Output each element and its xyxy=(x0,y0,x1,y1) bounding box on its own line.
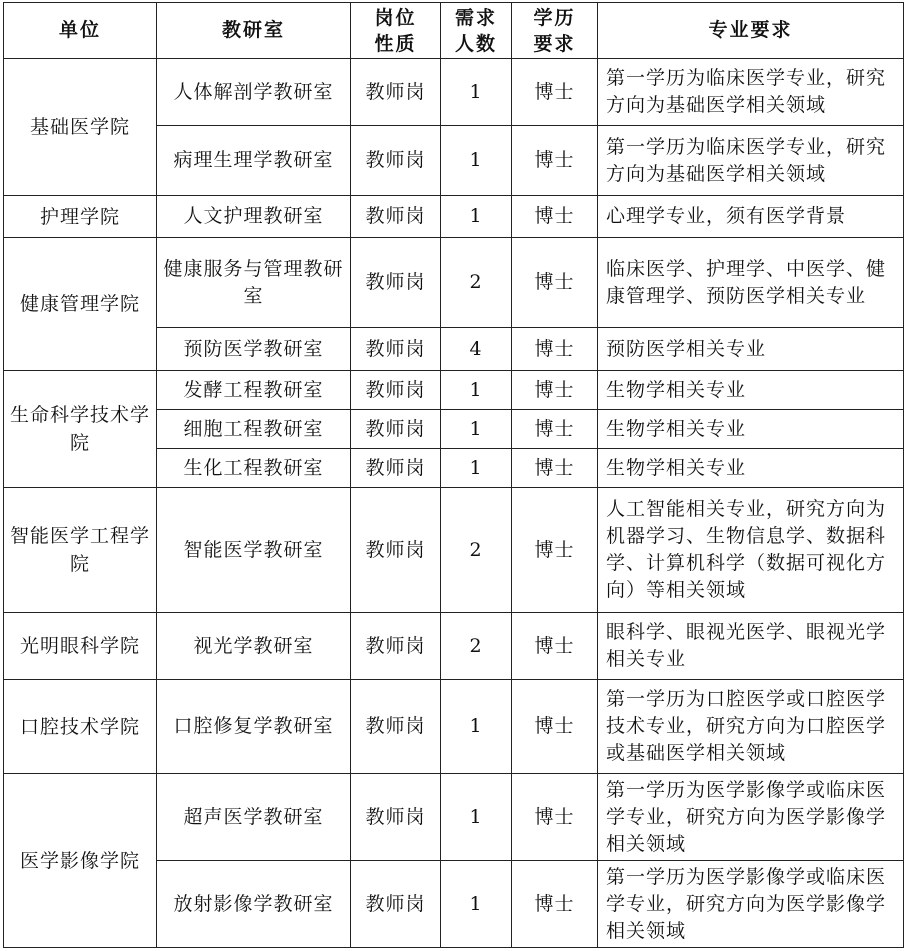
position-cell: 教师岗 xyxy=(351,680,441,774)
unit-cell: 智能医学工程学院 xyxy=(4,488,157,613)
count-cell: 1 xyxy=(441,59,512,126)
requirement-cell: 第一学历为口腔医学或口腔医学技术专业，研究方向为口腔医学或基础医学相关领域 xyxy=(598,680,904,774)
degree-cell: 博士 xyxy=(512,126,598,196)
degree-cell: 博士 xyxy=(512,371,598,410)
office-cell: 人文护理教研室 xyxy=(157,196,351,238)
count-cell: 1 xyxy=(441,680,512,774)
requirement-cell: 预防医学相关专业 xyxy=(598,328,904,371)
position-cell: 教师岗 xyxy=(351,371,441,410)
recruitment-table xyxy=(3,2,904,948)
office-cell: 健康服务与管理教研室 xyxy=(157,238,351,328)
degree-cell: 博士 xyxy=(512,238,598,328)
position-cell: 教师岗 xyxy=(351,861,441,948)
unit-cell: 健康管理学院 xyxy=(4,238,157,371)
table-row xyxy=(4,680,904,774)
office-cell: 视光学教研室 xyxy=(157,613,351,680)
office-cell: 发酵工程教研室 xyxy=(157,371,351,410)
requirement-cell: 第一学历为临床医学专业，研究方向为基础医学相关领域 xyxy=(598,126,904,196)
table-row xyxy=(4,613,904,680)
office-cell: 超声医学教研室 xyxy=(157,774,351,861)
degree-cell: 博士 xyxy=(512,449,598,488)
unit-cell: 基础医学院 xyxy=(4,59,157,196)
count-cell: 1 xyxy=(441,126,512,196)
table-row xyxy=(4,488,904,613)
position-cell: 教师岗 xyxy=(351,59,441,126)
office-cell: 预防医学教研室 xyxy=(157,328,351,371)
degree-cell: 博士 xyxy=(512,328,598,371)
office-cell: 智能医学教研室 xyxy=(157,488,351,613)
office-cell: 生化工程教研室 xyxy=(157,449,351,488)
count-cell: 1 xyxy=(441,196,512,238)
degree-cell: 博士 xyxy=(512,680,598,774)
degree-cell: 博士 xyxy=(512,774,598,861)
unit-cell: 生命科学技术学院 xyxy=(4,371,157,488)
office-cell: 人体解剖学教研室 xyxy=(157,59,351,126)
header-office: 教研室 xyxy=(157,3,351,59)
count-cell: 2 xyxy=(441,613,512,680)
requirement-cell: 眼科学、眼视光医学、眼视光学相关专业 xyxy=(598,613,904,680)
count-cell: 1 xyxy=(441,410,512,449)
count-cell: 1 xyxy=(441,774,512,861)
position-cell: 教师岗 xyxy=(351,196,441,238)
position-cell: 教师岗 xyxy=(351,410,441,449)
requirement-cell: 心理学专业，须有医学背景 xyxy=(598,196,904,238)
office-cell: 细胞工程教研室 xyxy=(157,410,351,449)
header-requirements: 专业要求 xyxy=(598,3,904,59)
unit-cell: 光明眼科学院 xyxy=(4,613,157,680)
degree-cell: 博士 xyxy=(512,488,598,613)
office-cell: 病理生理学教研室 xyxy=(157,126,351,196)
count-cell: 1 xyxy=(441,861,512,948)
table-row xyxy=(4,238,904,328)
requirement-cell: 第一学历为临床医学专业，研究方向为基础医学相关领域 xyxy=(598,59,904,126)
position-cell: 教师岗 xyxy=(351,449,441,488)
degree-cell: 博士 xyxy=(512,861,598,948)
header-position-nature: 岗位 性质 xyxy=(351,3,441,59)
table-row xyxy=(4,59,904,126)
position-cell: 教师岗 xyxy=(351,328,441,371)
requirement-cell: 第一学历为医学影像学或临床医学专业，研究方向为医学影像学相关领域 xyxy=(598,774,904,861)
header-education: 学历 要求 xyxy=(512,3,598,59)
position-cell: 教师岗 xyxy=(351,613,441,680)
table-row xyxy=(4,774,904,861)
header-unit: 单位 xyxy=(4,3,157,59)
position-cell: 教师岗 xyxy=(351,238,441,328)
header-row xyxy=(4,3,904,59)
unit-cell: 口腔技术学院 xyxy=(4,680,157,774)
degree-cell: 博士 xyxy=(512,410,598,449)
unit-cell: 护理学院 xyxy=(4,196,157,238)
office-cell: 口腔修复学教研室 xyxy=(157,680,351,774)
table-row xyxy=(4,196,904,238)
requirement-cell: 第一学历为医学影像学或临床医学专业，研究方向为医学影像学相关领域 xyxy=(598,861,904,948)
unit-cell: 医学影像学院 xyxy=(4,774,157,948)
degree-cell: 博士 xyxy=(512,196,598,238)
requirement-cell: 人工智能相关专业，研究方向为机器学习、生物信息学、数据科学、计算机科学（数据可视化方向）等相关领域 xyxy=(598,488,904,613)
degree-cell: 博士 xyxy=(512,613,598,680)
office-cell: 放射影像学教研室 xyxy=(157,861,351,948)
count-cell: 2 xyxy=(441,488,512,613)
requirement-cell: 生物学相关专业 xyxy=(598,371,904,410)
position-cell: 教师岗 xyxy=(351,488,441,613)
position-cell: 教师岗 xyxy=(351,774,441,861)
count-cell: 2 xyxy=(441,238,512,328)
header-headcount: 需求 人数 xyxy=(441,3,512,59)
requirement-cell: 生物学相关专业 xyxy=(598,410,904,449)
degree-cell: 博士 xyxy=(512,59,598,126)
count-cell: 4 xyxy=(441,328,512,371)
position-cell: 教师岗 xyxy=(351,126,441,196)
requirement-cell: 生物学相关专业 xyxy=(598,449,904,488)
requirement-cell: 临床医学、护理学、中医学、健康管理学、预防医学相关专业 xyxy=(598,238,904,328)
count-cell: 1 xyxy=(441,449,512,488)
count-cell: 1 xyxy=(441,371,512,410)
table-row xyxy=(4,371,904,410)
